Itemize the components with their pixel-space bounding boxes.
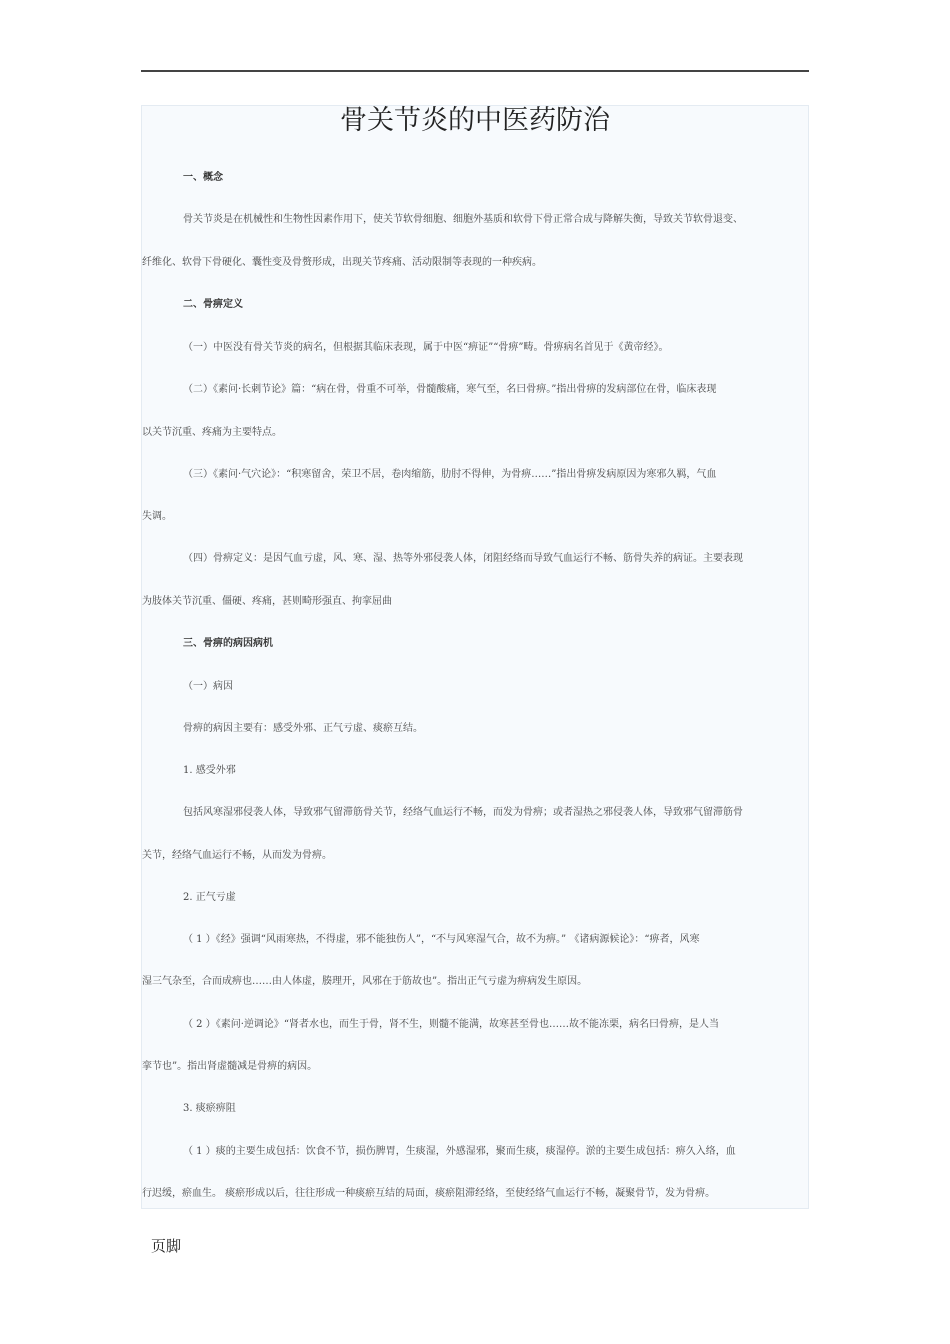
paragraph-line: （四）骨痹定义：是因气血亏虚，风、寒、湿、热等外邪侵袭人体，闭阻经络而导致气血运行不畅、筋骨失养的病证。主要表现 (183, 553, 743, 564)
paragraph-line: （ 1 ）痰的主要生成包括：饮食不节，损伤脾胃，生痰湿，外感湿邪，聚而生痰，痰湿停。淤的主要生成包括：痹久入络，血 (183, 1146, 736, 1157)
paragraph-line: （ 2 ）《素问·逆调论》“肾者水也，而生于骨，肾不生，则髓不能满，故寒甚至骨也……故不能冻栗，病名曰骨痹，是人当 (183, 1019, 720, 1030)
paragraph-line: 骨关节炎是在机械性和生物性因素作用下，使关节软骨细胞、细胞外基质和软骨下骨正常合成与降解失衡，导致关节软骨退变、 (183, 214, 743, 225)
paragraph-line: （一）中医没有骨关节炎的病名，但根据其临床表现，属于中医“痹证”“骨痹”畴。骨痹病名首见于《黄帝经》。 (183, 342, 669, 353)
paragraph-line: 关节，经络气血运行不畅，从而发为骨痹。 (142, 850, 332, 861)
paragraph-line: 骨痹的病因主要有：感受外邪、正气亏虚、痰瘀互结。 (183, 723, 423, 734)
paragraph-line: （一）病因 (183, 681, 233, 692)
paragraph-line: （二）《素问·长刺节论》篇：“病在骨，骨重不可举，骨髓酸痛，寒气至，名曰骨痹。”指出骨痹的发病部位在骨，临床表现 (183, 384, 717, 395)
paragraph-line: （三）《素问·气穴论》：“积寒留舍，荣卫不居，卷肉缩筋，肋肘不得伸，为骨痹……”指出骨痹发病原因为寒邪久羁，气血 (183, 469, 717, 480)
paragraph-line: 3. 痰瘀痹阻 (183, 1103, 236, 1114)
paragraph-line: 2. 正气亏虚 (183, 892, 236, 903)
paragraph-line: 行迟缓，瘀血生。 痰瘀形成以后，往往形成一种痰瘀互结的局面，痰瘀阻滞经络，至使经络气血运行不畅，凝聚骨节，发为骨痹。 (142, 1188, 716, 1199)
page-footer: 页脚 (151, 1237, 182, 1255)
section-heading: 三、骨痹的病因病机 (183, 638, 273, 649)
document-body (141, 105, 809, 1209)
paragraph-line: 1. 感受外邪 (183, 765, 236, 776)
paragraph-line: 挛节也”。指出肾虚髓减是骨痹的病因。 (142, 1061, 318, 1072)
paragraph-line: 包括风寒湿邪侵袭人体，导致邪气留滞筋骨关节，经络气血运行不畅，而发为骨痹；或者湿热之邪侵袭人体，导致邪气留滞筋骨 (183, 807, 743, 818)
document-title: 骨关节炎的中医药防治 (340, 105, 610, 136)
header-rule (141, 70, 809, 72)
paragraph-line: 为肢体关节沉重、僵硬、疼痛，甚则畸形强直、拘挛屈曲 (142, 596, 392, 607)
paragraph-line: 失调。 (142, 511, 172, 522)
section-heading: 二、骨痹定义 (183, 299, 243, 310)
paragraph-line: 湿三气杂至，合而成痹也……由人体虚，腠理开，风邪在于筋故也”。指出正气亏虚为痹病发生原因。 (142, 976, 588, 987)
paragraph-line: 以关节沉重、疼痛为主要特点。 (142, 427, 282, 438)
paragraph-line: （ 1 ）《经》强调“风雨寒热，不得虚，邪不能独伤人”，“不与风寒湿气合，故不为痹。” 《诸病源候论》：“痹者，风寒 (183, 934, 700, 945)
paragraph-line: 纤维化、软骨下骨硬化、囊性变及骨赘形成，出现关节疼痛、活动限制等表现的一种疾病。 (142, 257, 542, 268)
section-heading: 一、概念 (183, 172, 223, 183)
